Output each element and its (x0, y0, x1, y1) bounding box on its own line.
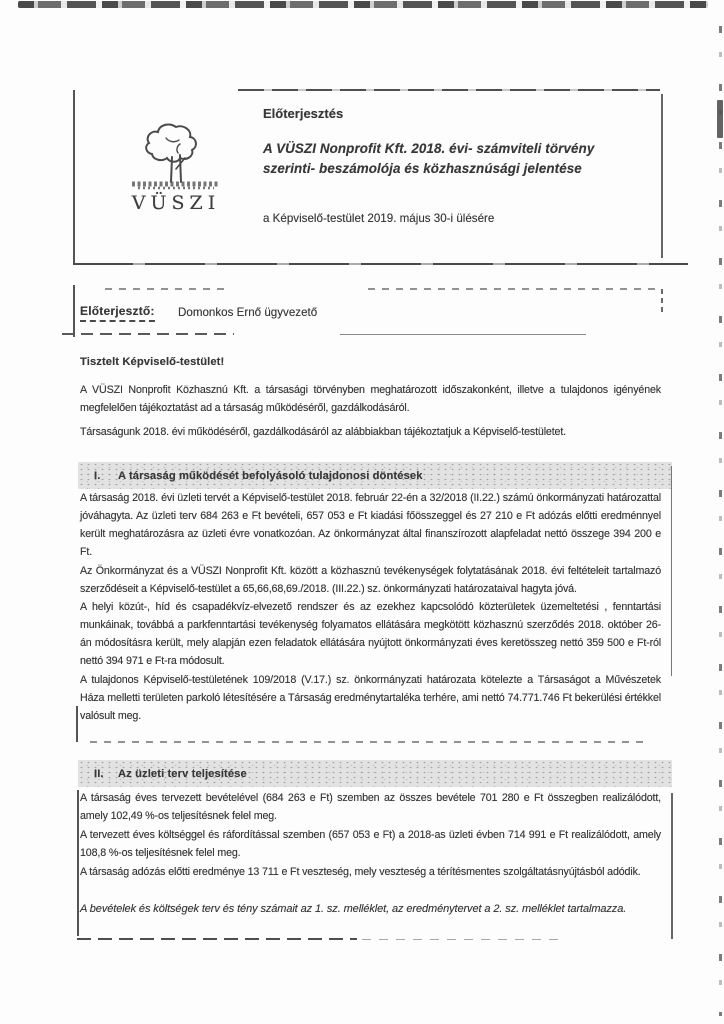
intro-paragraphs (80, 381, 661, 447)
paragraph: A társaság 2018. évi üzleti tervét a Képviselő-testület 2018. február 22-én a 32/2018 (II.22.) számú önkormányzati határozattal jóváhagyta. Az üzleti terv 684 263 e Ft bevételi, 657 053 e Ft kiadási főösszeggel és 27 210 e Ft adózás előtti eredménnyel került meghatározásra az üzleti évre vonatkozóan. Az önkormányzat által finanszírozott alapfeladat nettó összege 394 200 e Ft. (80, 492, 661, 558)
paragraph: A tulajdonos Képviselő-testületének 109/2018 (V.17.) sz. önkormányzati határozata kötelezte a Társaságot a Művészetek Háza melletti területen parkoló létesítésére a Társaság eredménytartaléka terhére, ami nettó 74.771.746 Ft bekerülési értékkel valósult meg. (80, 674, 661, 722)
section-2-title: Az üzleti terv teljesítése (118, 767, 247, 780)
section-1-heading (78, 462, 672, 489)
tree-logo-icon (128, 120, 224, 192)
presenter-top-divider-b (368, 288, 658, 290)
header-box-bottom-border (73, 263, 688, 265)
presenter-right-dash (661, 289, 663, 314)
section-2-number: II. (94, 767, 104, 780)
intro-paragraph: Társaságunk 2018. évi működéséről, gazdálkodásáról az alábbiakban tájékoztatjuk a Képviselő-testületet. (80, 426, 566, 438)
doc-type-title: Előterjesztés (263, 106, 344, 121)
doc-title (263, 139, 663, 179)
presenter-name: Domonkos Ernő ügyvezető (178, 306, 318, 319)
logo-text: VÜSZI (131, 192, 221, 214)
paragraph: A helyi közút-, híd és csapadékvíz-elvezető rendszer és az ezekhez kapcsolódó közterületek üzemeltetési , fenntartási munkáinak, továbbá a parkfenntartási tevékenység folyamatos ellátására megkötött közhasznú szerződés 2018. október 26-án módosításra került, mely alapján ezen feladatok ellátására nyújtott önkormányzati éves keretösszeg nettó 359 500 e Ft-ról nettó 394 971 e Ft-ra módosult. (80, 601, 661, 668)
header-box-left-border (73, 90, 75, 264)
doc-title-line-2: szerinti- beszámolója és közhasznúsági jelentése (263, 161, 582, 176)
section-2-right-border (671, 793, 673, 939)
section-1-title: A társaság működését befolyásoló tulajdonosi döntések (118, 469, 423, 482)
paragraph: A tervezett éves költséggel és ráfordítással szemben (657 053 e Ft) a 2018-as üzleti évben 714 991 e Ft realizálódott, amely 108,8 %-os teljesítésnek felel meg. (80, 828, 661, 860)
intro-paragraph: A VÜSZI Nonprofit Közhasznú Kft. a társasági törvényben meghatározott időszakonként, illetve a tulajdonos igényének megfelelően tájékoztatást ad a társaság működéséről, gazdálkodásáról. (80, 384, 661, 414)
doc-title-line-1: A VÜSZI Nonprofit Kft. 2018. évi- számviteli törvény (263, 141, 595, 156)
paragraph: A társaság éves tervezett bevételével (684 263 e Ft) szemben az összes bevétele 701 280 e Ft összegben realizálódott, amely 102,49 %-os teljesítésnek felel meg. (80, 792, 661, 823)
presenter-label: Előterjesztő: (80, 304, 155, 322)
salutation: Tisztelt Képviselő-testület! (80, 356, 225, 368)
section-2-left-border (77, 790, 79, 936)
section-1-paragraphs (80, 490, 661, 727)
presenter-bottom-divider-b (340, 334, 586, 335)
presenter-bottom-divider-a (62, 333, 234, 335)
section-1-bottom-divider (90, 741, 650, 743)
paragraph: Az Önkormányzat és a VÜSZI Nonprofit Kft. között a közhasznú tevékenységek folytatásának 2018. évi feltételeit tartalmazó szerződéseit a Képviselő-testület a 65,66,68,69./2018. (III.22.) sz. önkormányzati határozataival hagyta jóvá. (80, 564, 661, 595)
section-1-number: I. (94, 469, 101, 482)
closing-note: A bevételek és költségek terv és tény számait az 1. sz. melléklet, az eredménytervet a 2. sz. melléklet tartalmazza. (80, 903, 627, 915)
section-1-left-border-segment (76, 706, 78, 742)
header-box-top-border (238, 89, 660, 91)
header-box (0, 0, 724, 280)
presenter-left-border (73, 285, 75, 337)
presenter-top-divider-a (105, 288, 231, 290)
paragraph: A társaság adózás előtti eredménye 13 711 e Ft veszteség, mely veszteség a térítésmentes szolgáltatásnyújtásból adódik. (80, 865, 641, 878)
page-bottom-divider-b (362, 939, 562, 940)
vuszi-logo (128, 120, 224, 216)
section-2-heading (78, 760, 672, 787)
session-line: a Képviselő-testület 2019. május 30-i ülésére (263, 212, 495, 225)
section-1-right-border (671, 466, 672, 676)
page-bottom-divider-a (77, 938, 357, 940)
section-2-paragraphs (80, 789, 661, 881)
